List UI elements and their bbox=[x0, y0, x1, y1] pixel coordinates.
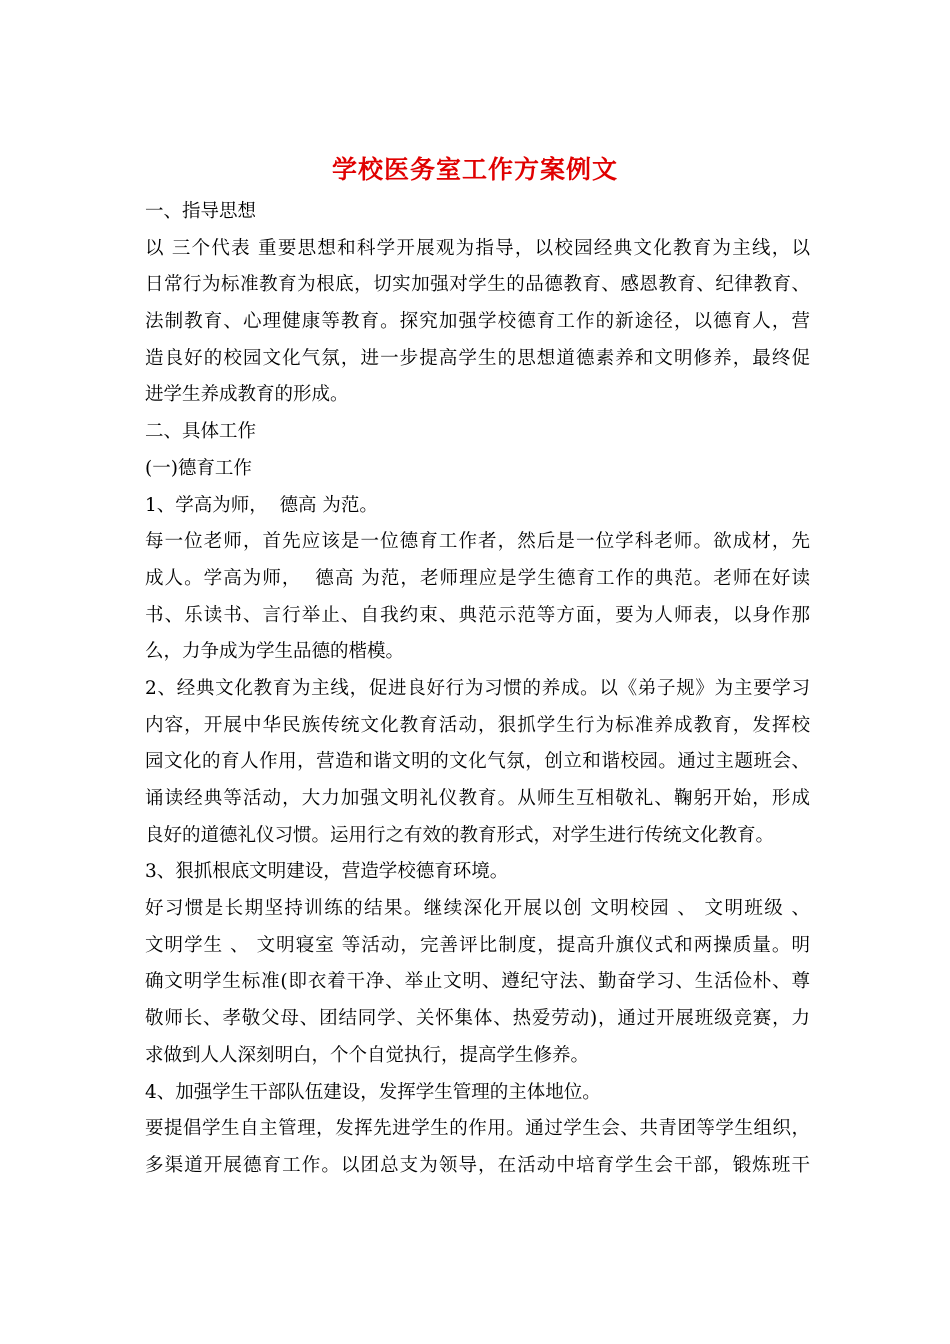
text-line: 造良好的校园文化气氛，进一步提高学生的思想道德素养和文明修养，最终促 bbox=[145, 347, 810, 369]
text-line: 1、学高为师， 德高 为范。 bbox=[145, 494, 378, 516]
text-line: 法制教育、心理健康等教育。探究加强学校德育工作的新途径，以德育人，营 bbox=[145, 311, 810, 333]
text-line: 确文明学生标准(即衣着干净、举止文明、遵纪守法、勤奋学习、生活俭朴、尊 bbox=[145, 971, 810, 993]
text-line: 诵读经典等活动，大力加强文明礼仪教育。从师生互相敬礼、鞠躬开始，形成 bbox=[145, 788, 810, 809]
text-line: 内容，开展中华民族传统文化教育活动，狠抓学生行为标准养成教育，发挥校 bbox=[145, 714, 810, 736]
document-title: 学校医务室工作方案例文 bbox=[331, 155, 618, 184]
text-line: 求做到人人深刻明白，个个自觉执行，提高学生修养。 bbox=[145, 1044, 590, 1066]
text-line: 二、具体工作 bbox=[145, 421, 257, 443]
text-line: 2、经典文化教育为主线，促进良好行为习惯的养成。以《弟子规》为主要学习 bbox=[145, 677, 810, 699]
text-line: 一、指导思想 bbox=[145, 201, 257, 222]
text-line: 成人。学高为师， 德高 为范，老师理应是学生德育工作的典范。老师在好读 bbox=[145, 567, 810, 589]
text-line: 要提倡学生自主管理，发挥先进学生的作用。通过学生会、共青团等学生组织， bbox=[145, 1118, 810, 1140]
text-line: 每一位老师，首先应该是一位德育工作者，然后是一位学科老师。欲成材，先 bbox=[145, 531, 810, 553]
text-line: 日常行为标准教育为根底，切实加强对学生的品德教育、感恩教育、纪律教育、 bbox=[145, 274, 810, 296]
text-line: (一)德育工作 bbox=[145, 457, 252, 479]
text-line: 好习惯是长期坚持训练的结果。继续深化开展以创 文明校园 、 文明班级 、 bbox=[145, 898, 810, 920]
text-line: 4、加强学生干部队伍建设，发挥学生管理的主体地位。 bbox=[145, 1081, 601, 1103]
text-line: 3、狠抓根底文明建设，营造学校德育环境。 bbox=[145, 861, 509, 883]
text-line: 多渠道开展德育工作。以团总支为领导，在活动中培育学生会干部，锻炼班干 bbox=[145, 1154, 810, 1176]
text-line: 书、乐读书、言行举止、自我约束、典范示范等方面，要为人师表，以身作那 bbox=[145, 604, 810, 626]
text-line: 良好的道德礼仪习惯。运用行之有效的教育形式，对学生进行传统文化教育。 bbox=[145, 824, 775, 846]
text-line: 以 三个代表 重要思想和科学开展观为指导，以校园经典文化教育为主线，以 bbox=[145, 237, 810, 259]
text-line: 敬师长、孝敬父母、团结同学、关怀集体、热爱劳动)，通过开展班级竞赛，力 bbox=[145, 1008, 810, 1030]
text-line: 文明学生 、 文明寝室 等活动，完善评比制度，提高升旗仪式和两操质量。明 bbox=[145, 934, 810, 956]
text-line: 园文化的育人作用，营造和谐文明的文化气氛，创立和谐校园。通过主题班会、 bbox=[145, 751, 810, 773]
text-line: 么，力争成为学生品德的楷模。 bbox=[145, 641, 405, 663]
document-body bbox=[145, 194, 810, 1185]
text-line: 进学生养成教育的形成。 bbox=[145, 384, 349, 406]
